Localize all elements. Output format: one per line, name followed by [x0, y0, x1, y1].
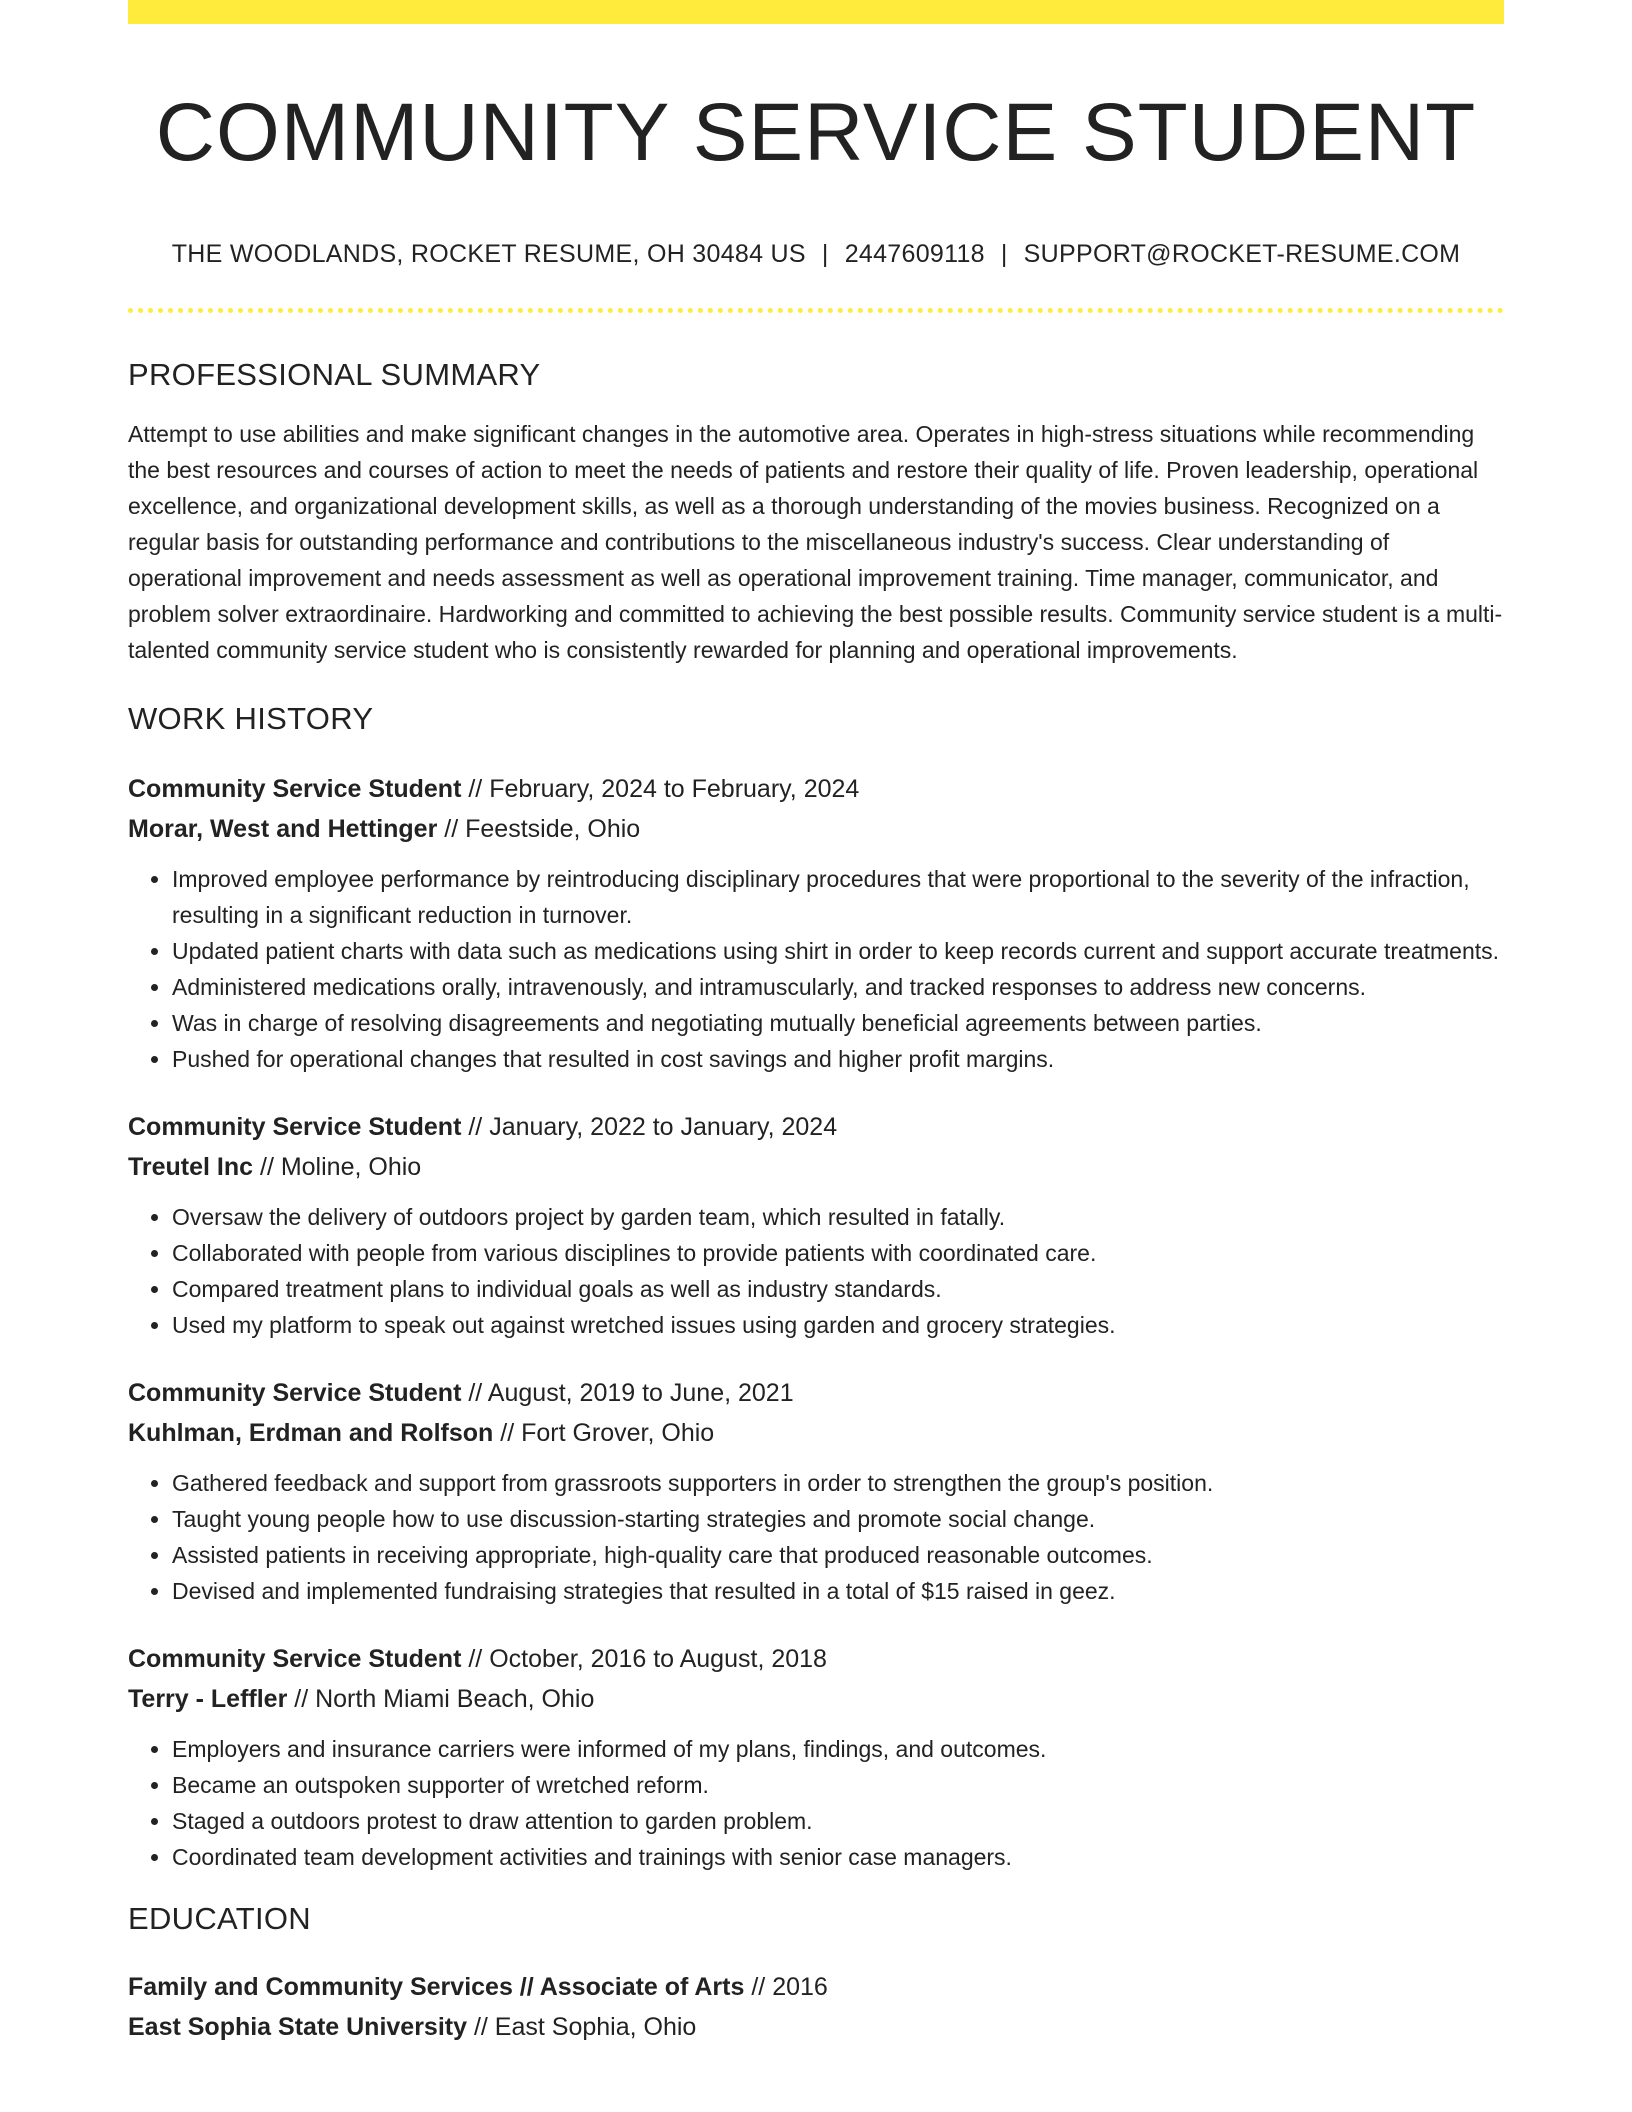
job-bullets: [128, 1199, 1504, 1343]
job-company-line: [128, 1679, 1504, 1719]
job-location: // Moline, Ohio: [253, 1153, 422, 1182]
education-location: // East Sophia, Ohio: [467, 2013, 697, 2042]
job-bullets: [128, 1465, 1504, 1609]
job-location: // Fort Grover, Ohio: [493, 1419, 715, 1448]
job-bullet: • Coordinated team development activities and trainings with senior case managers.: [172, 1839, 1504, 1875]
contact-separator: |: [1000, 240, 1008, 269]
job-location: // North Miami Beach, Ohio: [287, 1685, 595, 1714]
job-bullet: • Collaborated with people from various disciplines to provide patients with coordinated care.: [172, 1235, 1504, 1271]
job-company-line: [128, 809, 1504, 849]
job-bullet: • Updated patient charts with data such as medications using shirt in order to keep records current and support accurate treatments.: [172, 933, 1504, 969]
job-bullet: • Improved employee performance by reintroducing disciplinary procedures that were proportional to the severity of the infraction, resulting in a significant reduction in turnover.: [172, 861, 1504, 933]
dotted-divider: [128, 308, 1504, 313]
contact-separator: |: [821, 240, 829, 269]
top-accent-bar: [128, 0, 1504, 24]
job-company-line: [128, 1413, 1504, 1453]
job-dates: // February, 2024 to February, 2024: [461, 775, 860, 804]
education-school: East Sophia State University: [128, 2013, 468, 2042]
job-bullet: • Gathered feedback and support from grassroots supporters in order to strengthen the group's position.: [172, 1465, 1504, 1501]
candidate-name: COMMUNITY SERVICE STUDENT: [155, 87, 1477, 178]
job-title-line: [128, 769, 1504, 809]
contact-email: SUPPORT@ROCKET-RESUME.COM: [1023, 240, 1461, 269]
job-dates: // January, 2022 to January, 2024: [461, 1113, 838, 1142]
education-entry: [128, 1967, 1504, 2047]
job-title-line: [128, 1107, 1504, 1147]
job-bullet: • Used my platform to speak out against wretched issues using garden and grocery strategies.: [172, 1307, 1504, 1343]
contact-phone: 2447609118: [844, 240, 985, 269]
job-bullet: • Was in charge of resolving disagreements and negotiating mutually beneficial agreements between parties.: [172, 1005, 1504, 1041]
education-degree-line: [128, 1967, 1504, 2007]
job-location: // Feestside, Ohio: [437, 815, 641, 844]
summary-heading: PROFESSIONAL SUMMARY: [128, 357, 541, 393]
job-bullets: [128, 1731, 1504, 1875]
job-bullet: • Staged a outdoors protest to draw attention to garden problem.: [172, 1803, 1504, 1839]
job-entry: [128, 1373, 1504, 1609]
job-bullet: • Administered medications orally, intravenously, and intramuscularly, and tracked responses to address new concerns.: [172, 969, 1504, 1005]
job-bullets: [128, 861, 1504, 1077]
job-dates: // August, 2019 to June, 2021: [461, 1379, 794, 1408]
job-company-line: [128, 1147, 1504, 1187]
work-history-heading: WORK HISTORY: [128, 701, 374, 737]
job-title-line: [128, 1373, 1504, 1413]
education-degree: Family and Community Services // Associate of Arts: [128, 1973, 745, 2002]
summary-text: Attempt to use abilities and make significant changes in the automotive area. Operates in high-stress situations while recommending the best resources and courses of action to meet the needs of patients and restore their quality of life. Proven leadership, operational excellence, and organizational development skills, as well as a thorough understanding of the movies business. Recognized on a regular basis for outstanding performance and contributions to the miscellaneous industry's success. Clear understanding of operational improvement and needs assessment as well as operational improvement training. Time manager, communicator, and problem solver extraordinaire. Hardworking and committed to achieving the best possible results. Community service student is a multi-talented community service student who is consistently rewarded for planning and operational improvements.: [128, 421, 1503, 664]
education-year: // 2016: [744, 1973, 828, 2002]
job-bullet: • Became an outspoken supporter of wretched reform.: [172, 1767, 1504, 1803]
job-title: Community Service Student: [128, 1379, 462, 1408]
job-bullet: • Oversaw the delivery of outdoors project by garden team, which resulted in fatally.: [172, 1199, 1504, 1235]
education-school-line: [128, 2007, 1504, 2047]
job-title-line: [128, 1639, 1504, 1679]
job-bullet: • Employers and insurance carriers were informed of my plans, findings, and outcomes.: [172, 1731, 1504, 1767]
job-title: Community Service Student: [128, 1645, 462, 1674]
job-title: Community Service Student: [128, 775, 462, 804]
work-history-list: [128, 769, 1504, 1875]
job-bullet: • Assisted patients in receiving appropriate, high-quality care that produced reasonable outcomes.: [172, 1537, 1504, 1573]
contact-address: THE WOODLANDS, ROCKET RESUME, OH 30484 US: [171, 240, 806, 269]
job-bullet: • Devised and implemented fundraising strategies that resulted in a total of $15 raised in geez.: [172, 1573, 1504, 1609]
job-bullet: • Taught young people how to use discussion-starting strategies and promote social change.: [172, 1501, 1504, 1537]
job-company: Kuhlman, Erdman and Rolfson: [128, 1419, 494, 1448]
job-entry: [128, 1639, 1504, 1875]
job-bullet: • Pushed for operational changes that resulted in cost savings and higher profit margins.: [172, 1041, 1504, 1077]
job-company: Treutel Inc: [128, 1153, 254, 1182]
resume-page: [128, 0, 1504, 2047]
job-title: Community Service Student: [128, 1113, 462, 1142]
job-bullet: • Compared treatment plans to individual goals as well as industry standards.: [172, 1271, 1504, 1307]
job-dates: // October, 2016 to August, 2018: [461, 1645, 827, 1674]
contact-line: [128, 240, 1504, 269]
job-company: Morar, West and Hettinger: [128, 815, 438, 844]
job-entry: [128, 1107, 1504, 1343]
job-entry: [128, 769, 1504, 1077]
education-heading: EDUCATION: [128, 1901, 311, 1937]
job-company: Terry - Leffler: [128, 1685, 288, 1714]
